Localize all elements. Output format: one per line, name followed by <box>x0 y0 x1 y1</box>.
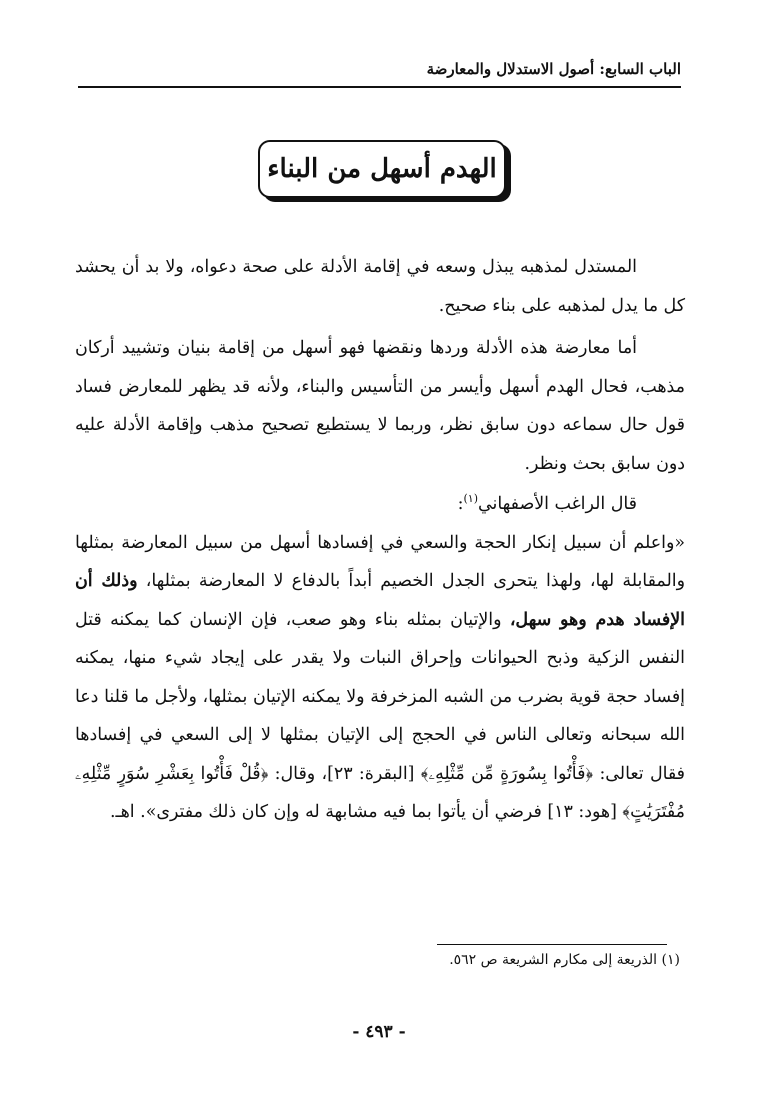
footnote: (١) الذريعة إلى مكارم الشريعة ص ٥٦٢. <box>449 952 680 968</box>
footnote-marker: (١) <box>463 492 478 506</box>
quote-part-2: والإتيان بمثله بناء وهو صعب، فإن الإنسان كما يمكنه قتل النفس الزكية وذبح الحيوانات وإحراق النبات ولا يقدر على إيجاد شيء منها، يمكنه إفساد حجة قوية بضرب من الشبه المزخرفة ولا يمكنه الإتيان بمثلها، ولأجل ما قلنا دعا الله سبحانه وتعالى الناس في الحجج إلى الإتيان بمثلها لا إلى السعي في إفسادها فقال تعالى: ﴿فَأْتُوا بِسُورَةٍ مِّن مِّثْلِهِۦ﴾ [البقرة: ٢٣]، وقال: ﴿قُلْ فَأْتُوا بِعَشْرِ سُوَرٍ مِّثْلِهِۦ مُفْتَرَيَٰتٍ﴾ [هود: ١٣] فرضي أن يأتوا بما فيه مشابهة له وإن كان ذلك مفترى». اهـ. <box>75 609 685 822</box>
quote-intro-colon: : <box>457 494 464 514</box>
body-text <box>75 248 685 832</box>
paragraph-2: أما معارضة هذه الأدلة وردها ونقضها فهو أسهل من إقامة بنيان وتشييد أركان مذهب، فحال الهدم أسهل وأيسر من التأسيس والبناء، ولأنه قد يظهر للمعارض فساد قول حال سماعه دون سابق نظر، وربما لا يستطيع تصحيح مذهب وإقامة الأدلة عليه دون سابق بحث ونظر. <box>75 338 685 474</box>
paragraph-1: المستدل لمذهبه يبذل وسعه في إقامة الأدلة على صحة دعواه، ولا بد أن يحشد كل ما يدل لمذهبه على بناء صحيح. <box>75 257 685 316</box>
quote-intro-text: قال الراغب الأصفهاني <box>478 494 637 514</box>
quote-bold-phrase: وذلك أن الإفساد هدم وهو سهل، <box>75 571 685 630</box>
quote-intro <box>75 485 685 524</box>
quote-part-1: «واعلم أن سبيل إنكار الحجة والسعي في إفسادها أسهل من سبيل المعارضة بمثلها والمقابلة لها، ولهذا يتحرى الجدل الخصيم أبداً بالدفاع لا المعارضة بمثلها، <box>75 532 685 591</box>
section-title: الهدم أسهل من البناء <box>267 154 497 184</box>
section-title-box <box>258 140 506 198</box>
quote-paragraph <box>75 524 685 832</box>
page-number: - ٤٩٣ - <box>352 1022 406 1042</box>
footnote-divider <box>437 944 667 945</box>
running-head: الباب السابع: أصول الاستدلال والمعارضة <box>78 60 681 88</box>
